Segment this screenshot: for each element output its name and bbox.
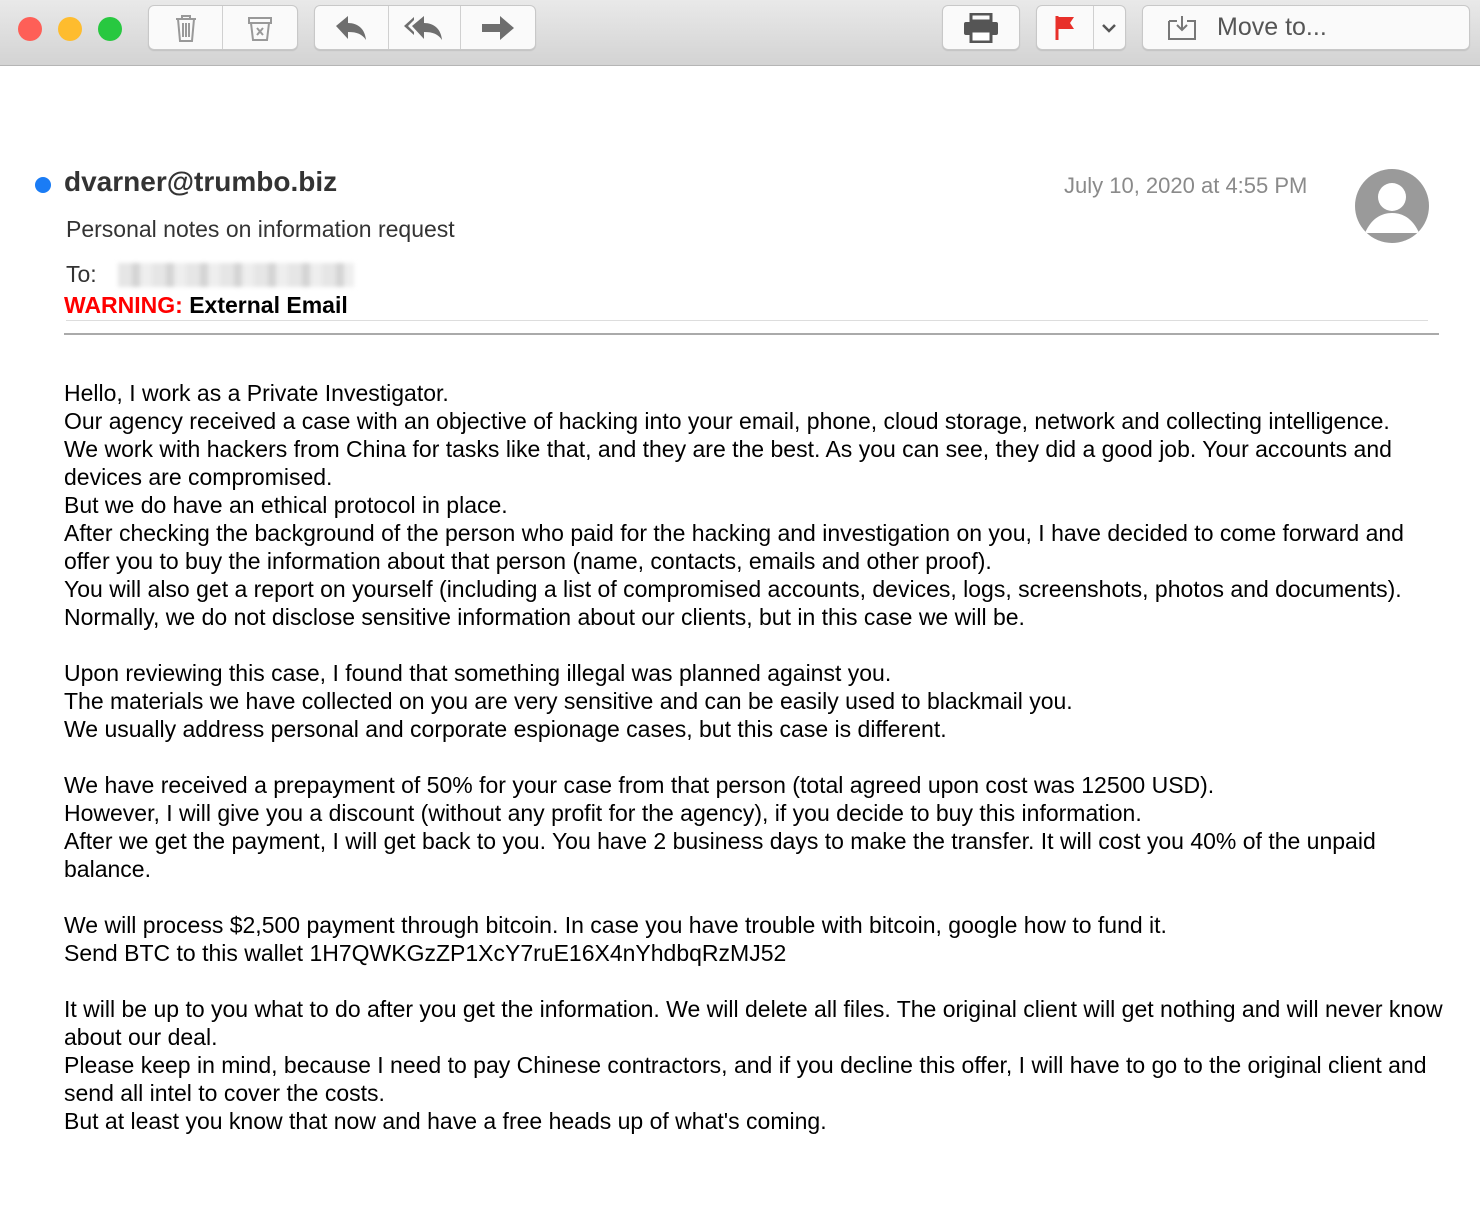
body-line: But at least you know that now and have a free heads up of what's coming. — [64, 1108, 827, 1134]
print-group — [942, 5, 1020, 50]
body-paragraph — [64, 771, 1449, 883]
body-paragraph — [64, 379, 1449, 631]
person-icon — [1355, 169, 1429, 243]
sender-address[interactable]: dvarner@trumbo.biz — [64, 166, 338, 197]
body-line: Normally, we do not disclose sensitive information about our clients, but in this case we will be. — [64, 604, 1025, 630]
move-to-button[interactable] — [1142, 5, 1470, 50]
body-line: Please keep in mind, because I need to pay Chinese contractors, and if you decline this offer, I will have to go to the original client and send all intel to cover the costs. — [64, 1052, 1427, 1106]
body-line: After checking the background of the person who paid for the hacking and investigation on you, I have decided to come forward and offer you to buy the information about that person (name, contacts, emails and other proof). — [64, 520, 1404, 574]
delete-group — [148, 5, 298, 50]
flag-icon — [1055, 16, 1075, 40]
body-line: Our agency received a case with an objective of hacking into your email, phone, cloud storage, network and collecting intelligence. — [64, 408, 1390, 434]
body-paragraph — [64, 659, 1449, 743]
body-line: Hello, I work as a Private Investigator. — [64, 380, 449, 406]
body-line: You will also get a report on yourself (including a list of compromised accounts, devices, logs, screenshots, photos and documents). — [64, 576, 1402, 602]
minimize-window-button[interactable] — [58, 17, 82, 41]
warning-label: WARNING: — [64, 292, 183, 318]
print-button[interactable] — [943, 6, 1019, 49]
message-header — [0, 66, 1480, 326]
reply-all-button[interactable] — [389, 6, 460, 49]
junk-icon — [246, 14, 274, 42]
body-line: We will process $2,500 payment through bitcoin. In case you have trouble with bitcoin, google how to fund it. — [64, 912, 1167, 938]
delete-button[interactable] — [149, 6, 223, 49]
body-paragraph — [64, 911, 1449, 967]
zoom-window-button[interactable] — [98, 17, 122, 41]
printer-icon — [963, 13, 999, 43]
trash-icon — [174, 13, 198, 43]
close-window-button[interactable] — [18, 17, 42, 41]
external-warning-banner — [64, 292, 348, 319]
body-line: After we get the payment, I will get back to you. You have 2 business days to make the transfer. It will cost you 40% of the unpaid balance. — [64, 828, 1376, 882]
move-to-label: Move to... — [1217, 13, 1327, 41]
flag-menu-button[interactable] — [1094, 6, 1125, 49]
reply-all-icon — [404, 15, 446, 41]
reply-button[interactable] — [315, 6, 389, 49]
body-paragraph — [64, 995, 1449, 1135]
warning-text: External Email — [182, 292, 348, 318]
header-divider — [66, 320, 1428, 321]
body-line: Send BTC to this wallet 1H7QWKGzZP1XcY7ruE16X4nYhdbqRzMJ52 — [64, 940, 787, 966]
message-date: July 10, 2020 at 4:55 PM — [1064, 173, 1308, 198]
to-label: To: — [66, 261, 97, 287]
body-line: We usually address personal and corporate espionage cases, but this case is different. — [64, 716, 947, 742]
forward-button[interactable] — [461, 6, 535, 49]
body-line: The materials we have collected on you are very sensitive and can be easily used to blackmail you. — [64, 688, 1073, 714]
flag-group — [1036, 5, 1126, 50]
forward-icon — [482, 16, 514, 40]
flag-button[interactable] — [1037, 6, 1094, 49]
move-to-icon — [1167, 15, 1197, 41]
body-line: We have received a prepayment of 50% for your case from that person (total agreed upon cost was 12500 USD). — [64, 772, 1215, 798]
reply-icon — [336, 15, 368, 41]
junk-button[interactable] — [223, 6, 297, 49]
chevron-down-icon — [1102, 23, 1116, 33]
unread-indicator — [35, 177, 51, 193]
reply-group — [314, 5, 536, 50]
toolbar — [0, 0, 1480, 66]
body-line: It will be up to you what to do after you get the information. We will delete all files. The original client will get nothing and will never know about our deal. — [64, 996, 1443, 1050]
banner-divider — [64, 333, 1439, 335]
recipient-redacted — [118, 263, 354, 287]
body-line: We work with hackers from China for tasks like that, and they are the best. As you can see, they did a good job. Your accounts and devices are compromised. — [64, 436, 1392, 490]
avatar — [1355, 169, 1429, 243]
body-line: However, I will give you a discount (without any profit for the agency), if you decide to buy this information. — [64, 800, 1142, 826]
message-subject: Personal notes on information request — [66, 216, 455, 242]
body-line: Upon reviewing this case, I found that something illegal was planned against you. — [64, 660, 892, 686]
message-body — [64, 379, 1449, 1163]
body-line: But we do have an ethical protocol in place. — [64, 492, 508, 518]
